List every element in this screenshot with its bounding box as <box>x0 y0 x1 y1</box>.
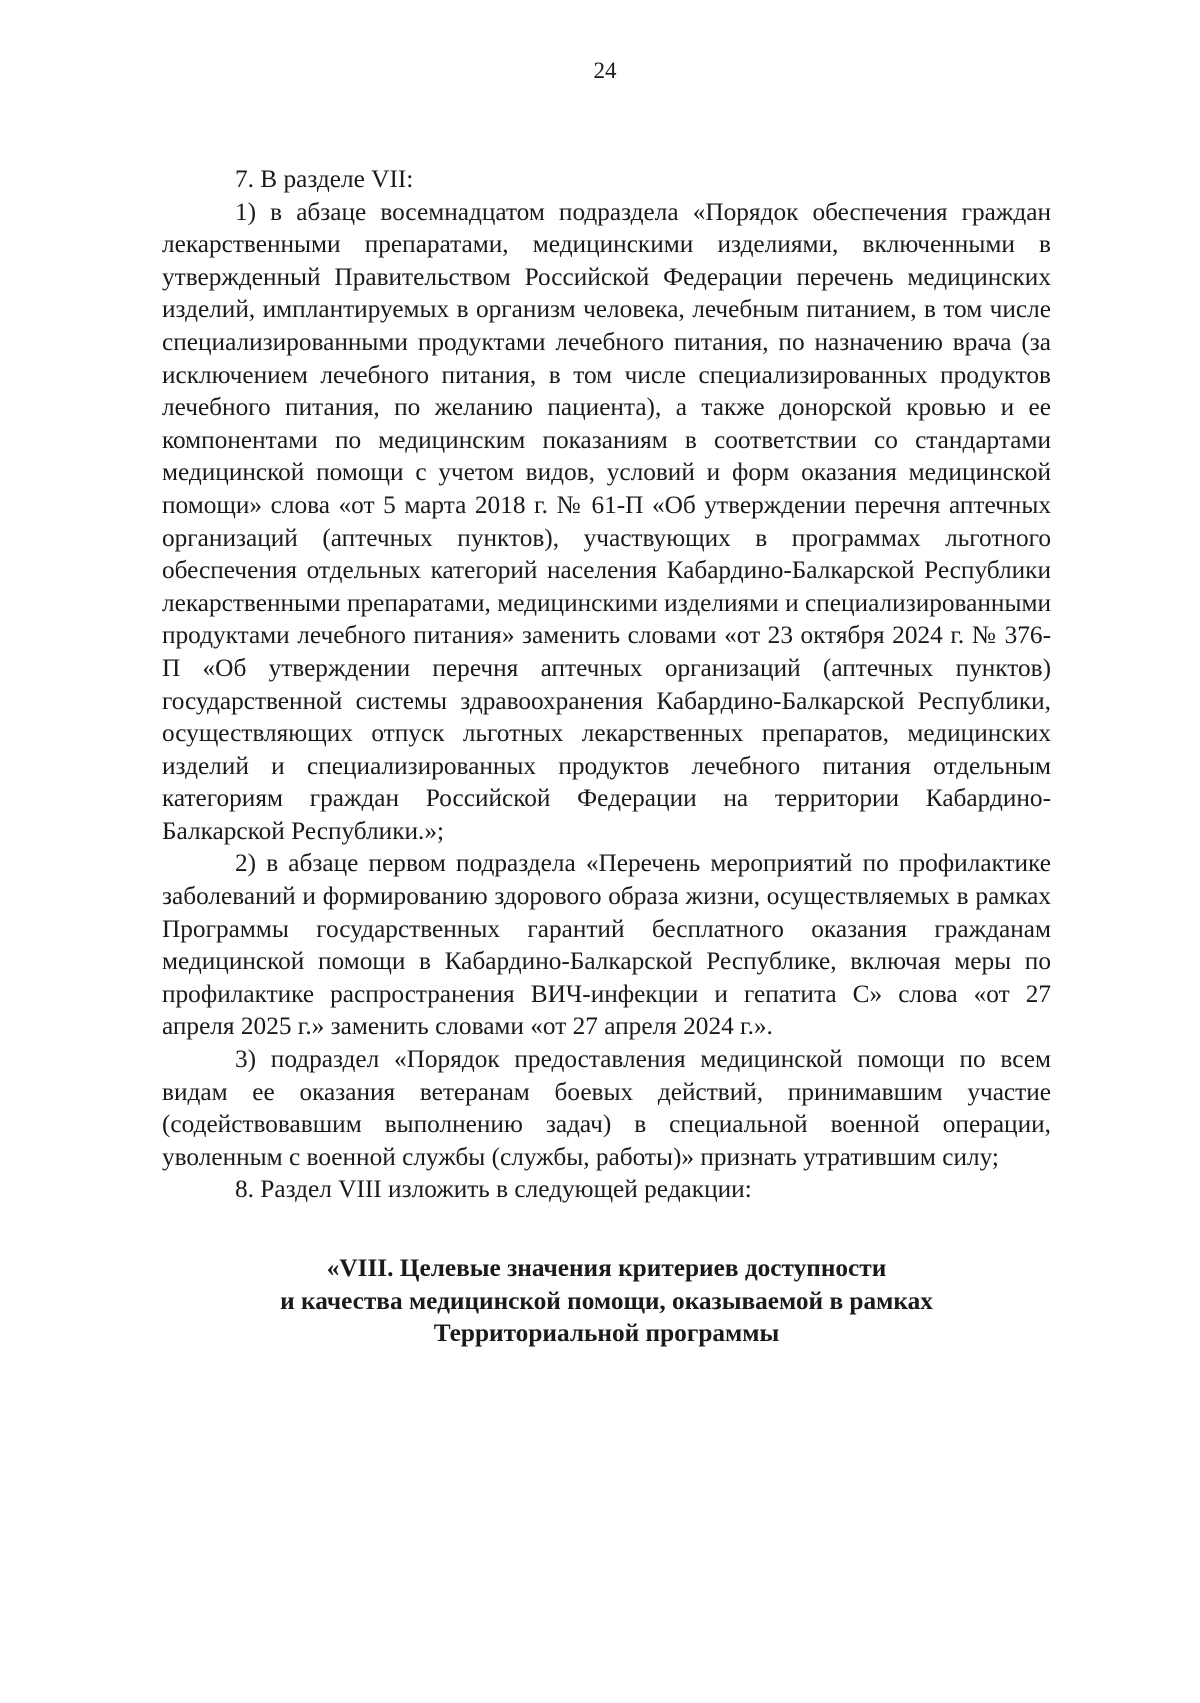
heading-line-1: «VIII. Целевые значения критериев доступности <box>326 1254 887 1282</box>
heading-line-2: и качества медицинской помощи, оказываемой в рамках <box>280 1286 933 1315</box>
heading-line-3: Территориальной программы <box>433 1319 780 1348</box>
paragraph-item-2: 2) в абзаце первом подраздела «Перечень мероприятий по профилактике заболеваний и формированию здорового образа жизни, осуществляемых в рамках Программы государственных гарантий бесплатного оказания гражданам медицинской помощи в Кабардино-Балкарской Республике, включая меры по профилактике распространения ВИЧ-инфекции и гепатита С» слова «от 27 апреля 2025 г.» заменить словами «от 27 апреля 2024 г.». <box>162 849 1051 1041</box>
page-number: 24 <box>593 58 617 83</box>
paragraph-item-3: 3) подраздел «Порядок предоставления медицинской помощи по всем видам ее оказания ветеранам боевых действий, принимавшим участие (содействовавшим выполнению задач) в специальной военной операции, уволенным с военной службы (службы, работы)» признать утратившим силу; <box>162 1045 1051 1171</box>
paragraph-section-7: 7. В разделе VII: <box>235 165 414 193</box>
paragraph-section-8: 8. Раздел VIII изложить в следующей редакции: <box>235 1175 752 1204</box>
paragraph-item-1: 1) в абзаце восемнадцатом подраздела «Порядок обеспечения граждан лекарственными препаратами, медицинскими изделиями, включенными в утвержденный Правительством Российской Федерации перечень медицинских изделий, имплантируемых в организм человека, лечебным питанием, в том числе специализированными продуктами лечебного питания, по назначению врача (за исключением лечебного питания, в том числе специализированных продуктов лечебного питания, по желанию пациента), а также донорской кровью и ее компонентами по медицинским показаниям в соответствии со стандартами медицинской помощи с учетом видов, условий и форм оказания медицинской помощи» слова «от 5 марта 2018 г. № 61-П «Об утверждении перечня аптечных организаций (аптечных пунктов), участвующих в программах льготного обеспечения отдельных категорий населения Кабардино-Балкарской Республики лекарственными препаратами, медицинскими изделиями и специализированными продуктами лечебного питания» заменить словами «от 23 октября 2024 г. № 376-П «Об утверждении перечня аптечных организаций (аптечных пунктов) государственной системы здравоохранения Кабардино-Балкарской Республики, осуществляющих отпуск льготных лекарственных препаратов, медицинских изделий и специализированных продуктов лечебного питания отдельным категориям граждан Российской Федерации на территории Кабардино-Балкарской Республики.»; <box>162 197 1051 845</box>
document-body <box>162 163 1051 1350</box>
section-heading <box>162 1252 1051 1350</box>
